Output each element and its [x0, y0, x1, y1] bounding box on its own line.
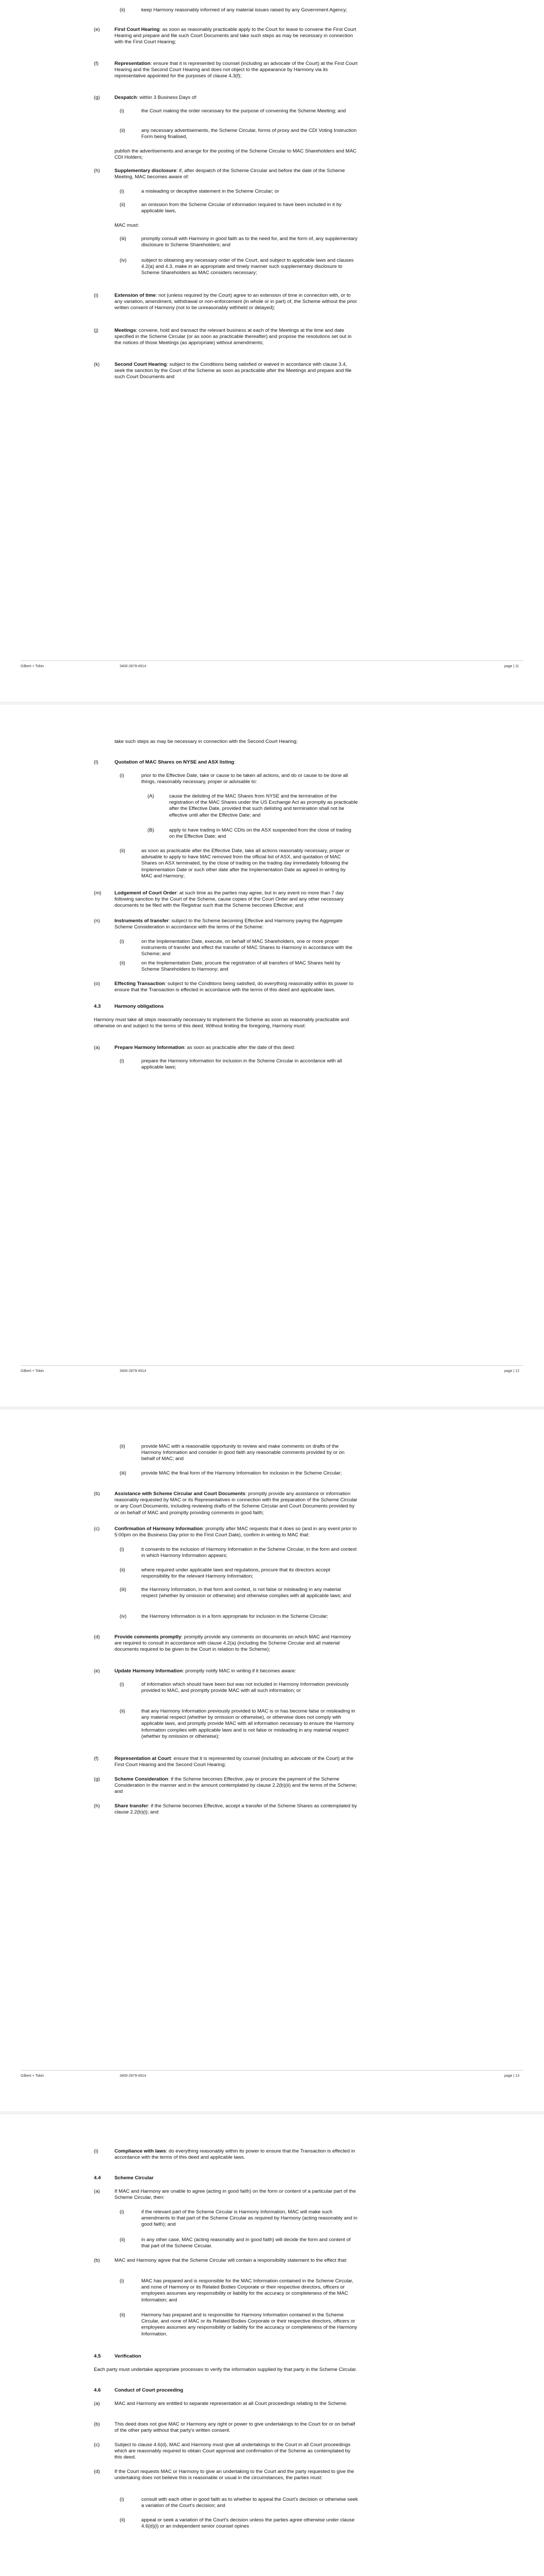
clause-text: Assistance with Scheme Circular and Court Documents: promptly provide any assistance or information reasonably requested by MAC or its Representatives in connection with the preparation of the Scheme Circular or any Court Documents, including reviewing drafts of the Scheme Circular and Court Documents provided by or on behalf of MAC and promptly providing comments in good faith; [114, 1491, 357, 1516]
clause-heading: Extension of time [114, 293, 156, 298]
clause-text: if the relevant part of the Scheme Circular is Harmony Information, MAC will make such amendments to that part of the Scheme Circular as required by Harmony (acting reasonably and in good faith); and [141, 2209, 358, 2228]
clause-label: (n) [94, 918, 100, 924]
clause-text: appeal or seek a variation of the Court's decision unless the parties agree otherwise under clause 4.6(d)(i) or an independent senior counsel opines [141, 2517, 355, 2530]
clause-label: (iv) [120, 258, 127, 263]
clause-text: First Court Hearing: as soon as reasonably practicable apply to the Court for leave to convene the First Court Hearing and prepare and file such Court Documents and take such steps as may be necessary in connection with the First Court Hearing; [114, 27, 356, 45]
clause-text: take such steps as may be necessary in connection with the Second Court Hearing; [114, 739, 298, 744]
clause-label: (e) [94, 1668, 100, 1674]
footer-page-number: page | 12 [504, 1369, 520, 1373]
clause-label: (i) [120, 773, 124, 778]
clause-heading: Scheme Consideration [114, 1776, 168, 1782]
clause-heading: Quotation of MAC Shares on NYSE and ASX listing [114, 759, 235, 765]
clause-label: (m) [94, 890, 102, 896]
clause-text: Compliance with laws: do everything reasonably within its power to ensure that the Transaction is effected in accordance with the terms of this deed and applicable laws. [114, 2148, 355, 2161]
clause-label: (iii) [120, 1470, 126, 1476]
clause-heading: Meetings [114, 328, 136, 333]
clause-heading: Despatch [114, 95, 137, 100]
clause-heading: Lodgement of Court Order [114, 890, 177, 896]
clause-text: Representation: ensure that it is represented by counsel (including an advocate of the Court) at the First Court Hearing and the Second Court Hearing and does not object to the appearance by Harmony via its representative appointed for the purposes of clause 4.3(f); [114, 61, 358, 79]
clause-text: Second Court Hearing: subject to the Conditions being satisfied or waived in accordance with clause 3.4, seek the sanction by the Court of the Scheme as soon as practicable after the Meetings and prepare and file such Court Documents and [114, 362, 352, 380]
clause-label: (ii) [120, 2517, 125, 2523]
footer-page-number: page | 11 [504, 665, 519, 668]
footer-doc-ref: 3400-2879-4914 [120, 1369, 146, 1373]
clause-heading: Instruments of transfer [114, 918, 169, 924]
footer-firm: Gilbert + Tobin [21, 2074, 44, 2078]
clause-text: prepare the Harmony Information for inclusion in the Scheme Circular in accordance with all applicable laws; [141, 1058, 342, 1071]
clause-text: where required under applicable laws and regulations, procure that its directors accept responsibility for the relevant Harmony Information; [141, 1567, 331, 1580]
clause-heading: Prepare Harmony Information [114, 1045, 185, 1050]
clause-text: an omission from the Scheme Circular of information required to have been included in it by applicable laws, [141, 202, 342, 214]
clause-text: in any other case, MAC (acting reasonably and in good faith) will decide the form and content of that part of the Scheme Circular. [141, 2237, 351, 2249]
clause-text: MAC and Harmony are entitled to separate representation at all Court proceedings relating to the Scheme. [114, 2401, 348, 2406]
clause-heading: Share transfer [114, 1803, 149, 1809]
clause-label: (ii) [120, 960, 125, 966]
clause-label: (h) [94, 1803, 100, 1809]
clause-text: Lodgement of Court Order: at such time as the parties may agree, but in any event no more than 7 day following sanction by the Court of the Scheme, cause copies of the Court Order and any other necessary documents to be filed with the Registrar such that the Scheme becomes Effective; and [114, 890, 344, 909]
document-page-12 [0, 705, 544, 1408]
clause-text: Harmony must take all steps reasonably necessary to implement the Scheme as soon as reasonably practicable and otherwise on and subject to the terms of this deed. Without limiting the foregoing, Harmony must: [94, 1017, 349, 1029]
clause-text: Update Harmony Information: promptly notify MAC in writing if it becomes aware: [114, 1668, 296, 1674]
clause-label: (B) [147, 827, 154, 833]
clause-label: (c) [94, 2442, 100, 2448]
clause-label: (i) [120, 1682, 124, 1687]
clause-heading: Representation at Court [114, 1756, 171, 1761]
clause-text: apply to have trading in MAC CDIs on the ASX suspended from the close of trading on the Effective Date; and [169, 827, 352, 840]
clause-label: (a) [94, 2189, 100, 2194]
clause-label: (i) [120, 189, 124, 194]
clause-text: Supplementary disclosure: if, after despatch of the Scheme Circular and before the date of the Scheme Meeting, MAC becomes aware of: [114, 168, 345, 180]
clause-label: (iv) [120, 1614, 127, 1619]
clause-text: MAC must: [114, 223, 139, 228]
clause-label: (f) [94, 61, 99, 66]
clause-label: (ii) [120, 2237, 125, 2243]
clause-heading: Update Harmony Information [114, 1668, 183, 1674]
clause-text: Quotation of MAC Shares on NYSE and ASX listing: [114, 759, 236, 765]
clause-label: (b) [94, 2258, 100, 2263]
clause-label: (d) [94, 1634, 100, 1640]
clause-label: (i) [94, 2148, 98, 2154]
clause-label: (ii) [120, 848, 125, 854]
clause-text: Subject to clause 4.6(d), MAC and Harmony must give all undertakings to the Court in all Court proceedings which are reasonably required to obtain Court approval and confirmation of the Scheme as contemplated by this deed. [114, 2442, 351, 2461]
clause-text: Meetings: convene, hold and transact the relevant business at each of the Meetings at the time and date specified in the Scheme Circular (or as soon as practicable thereafter) and propose the resolutions set out in the notices of those Meetings (as appropriate) without amendments; [114, 328, 352, 346]
section-heading: Scheme Circular [114, 2175, 154, 2181]
footer-page-number: page | 13 [504, 2074, 520, 2078]
clause-label: (k) [94, 362, 100, 367]
clause-label: (g) [94, 1776, 100, 1782]
clause-text: provide MAC with a reasonable opportunity to review and make comments on drafts of the Harmony Information and consider in good faith any reasonable comments provided by or on behalf of MAC; and [141, 1444, 345, 1462]
clause-label: (i) [120, 2278, 124, 2284]
clause-text: on the Implementation Date, execute, on behalf of MAC Shareholders, one or more proper instruments of transfer and effect the transfer of MAC Shares to Harmony in accordance with the Scheme; and [141, 939, 353, 957]
clause-label: (i) [120, 1058, 124, 1064]
clause-label: (i) [120, 108, 124, 114]
section-number: 4.6 [94, 2387, 101, 2393]
clause-text: the Harmony Information is in a form appropriate for inclusion in the Scheme Circular; [141, 1614, 328, 1619]
clause-label: (ii) [120, 202, 125, 208]
section-number: 4.5 [94, 2353, 101, 2359]
section-heading: Harmony obligations [114, 1004, 164, 1009]
clause-text: that any Harmony Information previously provided to MAC is or has become false or misleading in any material respect (whether by omission or otherwise), or otherwise does not comply with applicable laws, and promptly provide MAC with all information necessary to ensure the Harmony Information complies with applicable laws and is not false or misleading in any material respect (whether by omission or otherwise); [141, 1708, 355, 1739]
clause-text: keep Harmony reasonably informed of any material issues raised by any Government Agency; [141, 7, 348, 13]
clause-text: Share transfer: if the Scheme becomes Effective, accept a transfer of the Scheme Shares as contemplated by clause 2.2(b)(i); and [114, 1803, 357, 1816]
clause-label: (f) [94, 1756, 99, 1761]
clause-label: (i) [120, 1547, 124, 1552]
clause-label: (A) [147, 793, 154, 799]
clause-label: (ii) [120, 7, 125, 13]
clause-text: Instruments of transfer: subject to the Scheme becoming Effective and Harmony paying the Aggregate Scheme Consideration in accordance with the terms of the Scheme: [114, 918, 343, 930]
footer-firm: Gilbert + Tobin [21, 1369, 44, 1373]
clause-text: promptly consult with Harmony in good faith as to the need for, and the form of, any supplementary disclosure to Scheme Shareholders; and [141, 236, 358, 248]
clause-heading: First Court Hearing [114, 27, 160, 32]
document-page-11 [0, 0, 544, 703]
footer-doc-ref: 3400-2879-4914 [120, 2074, 146, 2078]
section-heading: Verification [114, 2353, 141, 2359]
clause-label: (i) [120, 2209, 124, 2215]
clause-heading: Effecting Transaction [114, 981, 165, 987]
clause-label: (iii) [120, 1587, 126, 1592]
clause-heading: Assistance with Scheme Circular and Court Documents [114, 1491, 245, 1497]
clause-label: (c) [94, 1526, 100, 1532]
clause-label: (i) [94, 293, 98, 298]
clause-text: of information which should have been but was not included in Harmony Information previously provided to MAC, and promptly provide MAC with all such information; or [141, 1682, 349, 1694]
clause-text: Extension of time: not (unless required by the Court) agree to an extension of time in connection with, or to any variation, amendment, withdrawal or non-enforcement (in whole or in part) of, the Scheme without the prior written consent of Harmony (not to be unreasonably withheld or delayed); [114, 293, 357, 311]
section-number: 4.4 [94, 2175, 101, 2181]
clause-text: on the Implementation Date, procure the registration of all transfers of MAC Shares held by Scheme Shareholders to Harmony; and [141, 960, 341, 973]
clause-text: any necessary advertisements, the Scheme Circular, forms of proxy and the CDI Voting Instruction Form being finalised, [141, 128, 357, 140]
clause-label: (iii) [120, 236, 126, 242]
clause-label: (b) [94, 2421, 100, 2427]
clause-heading: Representation [114, 61, 151, 66]
clause-text: Effecting Transaction: subject to the Conditions being satisfied, do everything reasonably within its power to ensure that the Transaction is effected in accordance with the terms of this deed and applicable laws. [114, 981, 354, 993]
clause-label: (o) [94, 981, 100, 987]
clause-label: (ii) [120, 1708, 125, 1714]
clause-text: Each party must undertake appropriate processes to verify the information supplied by that party in the Scheme Circular. [94, 2367, 357, 2372]
clause-label: (b) [94, 1491, 100, 1497]
clause-label: (ii) [120, 128, 125, 133]
clause-text: consult with each other in good faith as to whether to appeal the Court's decision or otherwise seek a variation of the Court's decision; and [141, 2497, 358, 2509]
section-number: 4.3 [94, 1004, 101, 1009]
clause-label: (ii) [120, 1444, 125, 1449]
footer-doc-ref: 3400-2879-4914 [120, 665, 146, 668]
clause-text: it consents to the inclusion of Harmony Information in the Scheme Circular, in the form and context in which Harmony Information appears; [141, 1547, 357, 1559]
clause-text: Despatch: within 3 Business Days of: [114, 95, 197, 100]
clause-text: MAC and Harmony agree that the Scheme Circular will contain a responsibility statement to the effect that: [114, 2258, 348, 2263]
clause-text: Provide comments promptly: promptly provide any comments on documents on which MAC and Harmony are required to consult in accordance with clause 4.2(a) (including the Scheme Circular and all material documents required to be given to the Court in relation to the Scheme); [114, 1634, 351, 1653]
section-heading: Conduct of Court proceeding [114, 2387, 184, 2393]
clause-heading: Supplementary disclosure [114, 168, 176, 174]
clause-text: prior to the Effective Date, take or cause to be taken all actions, and do or cause to be done all things, reasonably necessary, proper or advisable to: [141, 773, 348, 785]
clause-label: (i) [120, 2497, 124, 2502]
clause-heading: Confirmation of Harmony Information [114, 1526, 203, 1532]
clause-label: (l) [94, 759, 98, 765]
clause-heading: Compliance with laws [114, 2148, 166, 2154]
clause-text: Representation at Court: ensure that it is represented by counsel (including an advocate of the Court) at the First Court Hearing and the Second Court Hearing; [114, 1756, 354, 1768]
clause-label: (ii) [120, 2312, 125, 2318]
clause-text: subject to obtaining any necessary order of the Court, and subject to applicable laws and clauses 4.2(a) and 4.3, make in an appropriate and timely manner such supplementary disclosure to Scheme Shareholders as MAC considers necessary; [141, 258, 354, 276]
clause-label: (i) [120, 939, 124, 944]
clause-text: a misleading or deceptive statement in the Scheme Circular; or [141, 189, 279, 194]
clause-text: as soon as practicable after the Effective Date, take all actions reasonably necessary, proper or advisable to apply to have MAC removed from the official list of ASX, and quotation of MAC Shares on ASX terminated, by the close of trading on the trading day immediately following the Implementation Date or such other date after the Implementation Date as agreed in writing by MAC and Harmony; [141, 848, 350, 879]
document-page-14 [0, 2114, 544, 2576]
clause-label: (e) [94, 27, 100, 32]
clause-label: (j) [94, 328, 98, 333]
clause-text: the Harmony Information, in that form and context, is not false or misleading in any material respect (whether by omission or otherwise) and otherwise complies with all applicable laws; and [141, 1587, 351, 1599]
clause-text: publish the advertisements and arrange for the posting of the Scheme Circular to MAC Shareholders and MAC CDI Holders; [114, 148, 357, 161]
clause-text: the Court making the order necessary for the purpose of convening the Scheme Meeting; and [141, 108, 346, 114]
clause-heading: Second Court Hearing [114, 362, 167, 367]
footer-rule [21, 1365, 523, 1366]
clause-text: If MAC and Harmony are unable to agree (acting in good faith) on the form or content of a particular part of the Scheme Circular, then: [114, 2189, 356, 2201]
clause-label: (ii) [120, 1567, 125, 1573]
clause-text: provide MAC the final form of the Harmony Information for inclusion in the Scheme Circular; [141, 1470, 342, 1476]
clause-text: Harmony has prepared and is responsible for Harmony Information contained in the Scheme Circular, and none of MAC or its Related Bodies Corporate or their respective directors, officers or employees assumes any responsibility or liability for the accuracy or completeness of the Harmony Information. [141, 2312, 357, 2337]
document-page-13 [0, 1410, 544, 2113]
clause-label: (h) [94, 168, 100, 174]
clause-text: Scheme Consideration: if the Scheme becomes Effective, pay or procure the payment of the Scheme Consideration in the manner and in the amount contemplated by clause 2.2(b)(ii) and the terms of the Scheme; and [114, 1776, 357, 1795]
clause-text: If the Court requests MAC or Harmony to give an undertaking to the Court and the party requested to give the undertaking does not believe this is reasonable or usual in the circumstances, the parties must: [114, 2469, 354, 2481]
clause-label: (d) [94, 2469, 100, 2475]
clause-text: cause the delisting of the MAC Shares from NYSE and the termination of the registration of the MAC Shares under the US Exchange Act as promptly as practicable after the Effective Date, provided that such delisting and termination shall not be effective until after the Effective Date; and [169, 793, 358, 818]
footer-rule [21, 660, 523, 661]
clause-text: Confirmation of Harmony Information: promptly after MAC requests that it does so (and in any event prior to 5:00pm on the Business Day prior to the First Court Date), confirm in writing to MAC that: [114, 1526, 357, 1538]
clause-label: (a) [94, 1045, 100, 1050]
clause-label: (a) [94, 2401, 100, 2406]
footer-rule [21, 2070, 523, 2071]
footer-firm: Gilbert + Tobin [21, 665, 44, 668]
clause-label: (g) [94, 95, 100, 100]
clause-text: This deed does not give MAC or Harmony any right or power to give undertakings to the Court for or on behalf of the other party without that party's written consent. [114, 2421, 355, 2434]
clause-text: Prepare Harmony Information: as soon as practicable after the date of this deed: [114, 1045, 295, 1050]
clause-text: MAC has prepared and is responsible for the MAC Information contained in the Scheme Circular, and none of Harmony or its Related Bodies Corporate or their respective directors, officers or employees assumes any responsibility or liability for the accuracy or completeness of the MAC Information; and [141, 2278, 354, 2303]
clause-heading: Provide comments promptly [114, 1634, 182, 1640]
